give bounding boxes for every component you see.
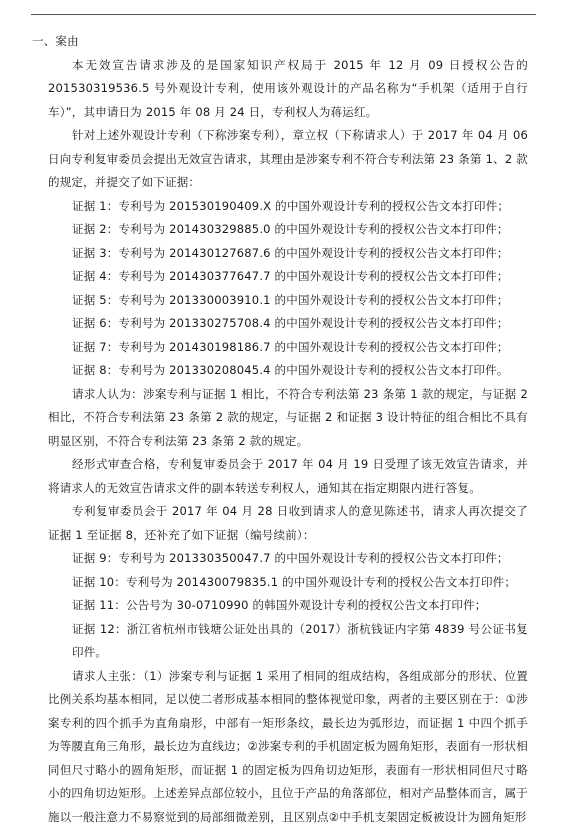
header-rule xyxy=(31,14,536,15)
evidence-item: 证据 12：浙江省杭州市钱塘公证处出具的（2017）浙杭钱证内字第 4839 号公证书复印件。 xyxy=(48,618,528,665)
evidence-item: 证据 6：专利号为 201330275708.4 的中国外观设计专利的授权公告文本打印件； xyxy=(48,312,528,336)
evidence-item: 证据 10：专利号为 201430079835.1 的中国外观设计专利的授权公告文本打印件； xyxy=(48,571,528,595)
section-heading: 一、案由 xyxy=(32,30,528,54)
evidence-item: 证据 3：专利号为 201430127687.6 的中国外观设计专利的授权公告文本打印件； xyxy=(48,242,528,266)
evidence-item: 证据 11：公告号为 30-0710990 的韩国外观设计专利的授权公告文本打印件； xyxy=(48,594,528,618)
paragraph-case-intro: 本无效宣告请求涉及的是国家知识产权局于 2015 年 12 月 09 日授权公告的 201530319536.5 号外观设计专利，使用该外观设计的产品名称为“手机架（适用于自行车）”，其申请日为 2015 年 08 月 24 日，专利权人为蒋运红。 xyxy=(48,54,528,125)
paragraph-formal-review: 经形式审查合格，专利复审委员会于 2017 年 04 月 19 日受理了该无效宣告请求，并将请求人的无效宣告请求文件的副本转送专利权人，通知其在指定期限内进行答复。 xyxy=(48,453,528,500)
evidence-item: 证据 5：专利号为 201330003910.1 的中国外观设计专利的授权公告文本打印件； xyxy=(48,289,528,313)
paragraph-request-filing: 针对上述外观设计专利（下称涉案专利），章立权（下称请求人）于 2017 年 04 月 06 日向专利复审委员会提出无效宣告请求，其理由是涉案专利不符合专利法第 23 条第 1、2 款的规定，并提交了如下证据： xyxy=(48,124,528,195)
evidence-item: 证据 9：专利号为 201330350047.7 的中国外观设计专利的授权公告文本打印件； xyxy=(48,547,528,571)
evidence-item: 证据 2：专利号为 201430329885.0 的中国外观设计专利的授权公告文本打印件； xyxy=(48,218,528,242)
evidence-item: 证据 8：专利号为 201330208045.4 的中国外观设计专利的授权公告文本打印件。 xyxy=(48,359,528,383)
evidence-item: 证据 1：专利号为 201530190409.X 的中国外观设计专利的授权公告文本打印件； xyxy=(48,195,528,219)
paragraph-supplement: 专利复审委员会于 2017 年 04 月 28 日收到请求人的意见陈述书，请求人再次提交了证据 1 至证据 8，还补充了如下证据（编号续前）： xyxy=(48,500,528,547)
evidence-item: 证据 4：专利号为 201430377647.7 的中国外观设计专利的授权公告文本打印件； xyxy=(48,265,528,289)
paragraph-requester-view: 请求人认为：涉案专利与证据 1 相比，不符合专利法第 23 条第 1 款的规定，与证据 2 相比，不符合专利法第 23 条第 2 款的规定，与证据 2 和证据 3 设计特征的组合相比不具有明显区别，不符合专利法第 23 条第 2 款的规定。 xyxy=(48,383,528,454)
document-body xyxy=(48,30,528,829)
evidence-item: 证据 7：专利号为 201430198186.7 的中国外观设计专利的授权公告文本打印件； xyxy=(48,336,528,360)
paragraph-requester-claim: 请求人主张：（1）涉案专利与证据 1 采用了相同的组成结构，各组成部分的形状、位置比例关系均基本相同，足以使二者形成基本相同的整体视觉印象，两者的主要区别在于：①涉案专利的四个抓手为直角扇形，中部有一矩形条纹，最长边为弧形边，而证据 1 中四个抓手为等腰直角三角形，最长边为直线边；②涉案专利的手机固定板为圆角矩形，表面有一形状相同但尺寸略小的圆角矩形，而证据 1 的固定板为四角切边矩形，表面有一形状相同但尺寸略小的四角切边矩形。上述差异点部位较小，且位于产品的角落部位，相对产品整体而言，属于施以一般注意力不易察觉到的局部细微差别，且区别点②中手机支架固定板被设计为圆角矩形 xyxy=(48,665,528,829)
